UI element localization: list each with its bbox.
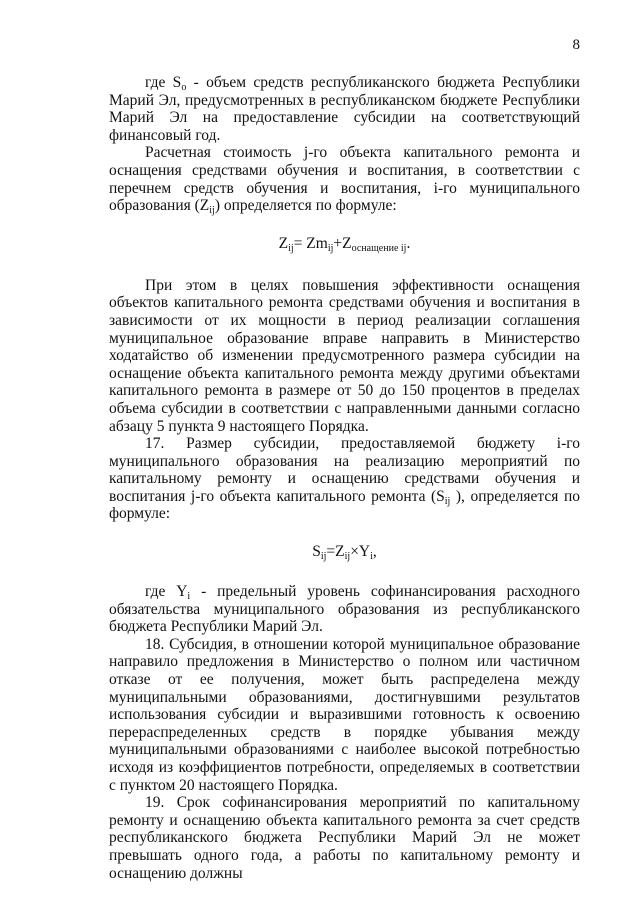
subscript: ij [327,242,334,254]
subscript: ij [444,495,451,507]
formula-part: =Z [326,543,345,561]
text: 17. Размер субсидии, предоставляемой бюджету i-го муниципального образования на реализацию мероприятий по капитальному ремонту и оснащению средствами обучения и воспитания j-го объекта капитального ремонта (S [109,435,580,505]
text: ) определяется по формуле: [214,197,397,215]
paragraph-17-subsidy-size [109,435,580,523]
subscript: оснащение ij [351,242,407,254]
formula-part: +Z [333,234,352,252]
subscript: o [181,82,187,93]
formula-zij [109,235,580,253]
document-body [109,74,580,882]
text: - объем средств республиканского бюджета Республики Марий Эл, предусмотренных в республиканском бюджете Республики Марий Эл на предоставление субсидии на соответствующий финансовый год. [109,74,580,144]
formula-part: ×Y [350,543,371,561]
subscript: i [370,551,373,563]
formula-part: = Zm [293,234,328,252]
text: где S [145,74,182,91]
paragraph-18-redistribution: 18. Субсидия, в отношении которой муниципальное образование направило предложения в Министерство о полном или частичном отказе от ее получения, может быть распределена между муниципальными образованиями, достигнувшими результатов использования субсидии и выразившими готовность к освоению перераспределенных средств в порядке убывания между муниципальными образованиями с наиболее высокой потребностью исходя из коэффициентов потребности, определяемых в соответствии с пунктом 20 настоящего Порядка. [109,635,580,794]
page-number: 8 [572,37,580,53]
paragraph-yi-definition [109,583,580,636]
subscript: ij [344,551,351,563]
text: ), определяется по формуле: [109,487,580,523]
subscript: ij [209,205,215,217]
paragraph-19-term: 19. Срок софинансирования мероприятий по капитальному ремонту и оснащению объекта капитального ремонта за счет средств республиканского бюджета Республики Марий Эл не может превышать одного года, а работы по капитальному ремонту и оснащению должны [109,794,580,882]
subscript: ij [320,551,327,563]
text: - предельный уровень софинансирования расходного обязательства муниципального образования из республиканского бюджета Республики Марий Эл. [109,583,580,636]
formula-sij [109,543,580,561]
formula-part: , [372,543,377,561]
formula-part: S [312,543,321,561]
paragraph-efficiency: При этом в целях повышения эффективности оснащения объектов капитального ремонта средствами обучения и воспитания в зависимости от их мощности в период реализации соглашения муниципальное образование вправе направить в Министерство ходатайство об изменении предусмотренного размера субсидии на оснащение объекта капитального ремонта между другими объектами капитального ремонта в размере от 50 до 150 процентов в пределах объема субсидии в соответствии с направленными данными согласно абзацу 5 пункта 9 настоящего Порядка. [109,276,580,435]
paragraph-estimated-cost [109,144,580,217]
subscript: ij [288,242,294,254]
text: Расчетная стоимость j-го объекта капитального ремонта и оснащения средствами обучения и воспитания, в соответствии с перечнем средств обучения и воспитания, i-го муниципального образования (Z [109,144,580,215]
formula-part: Z [278,234,289,252]
subscript: i [187,591,191,603]
paragraph-so-definition [109,74,580,144]
formula-part: . [406,234,411,252]
text: где Y [145,583,188,601]
